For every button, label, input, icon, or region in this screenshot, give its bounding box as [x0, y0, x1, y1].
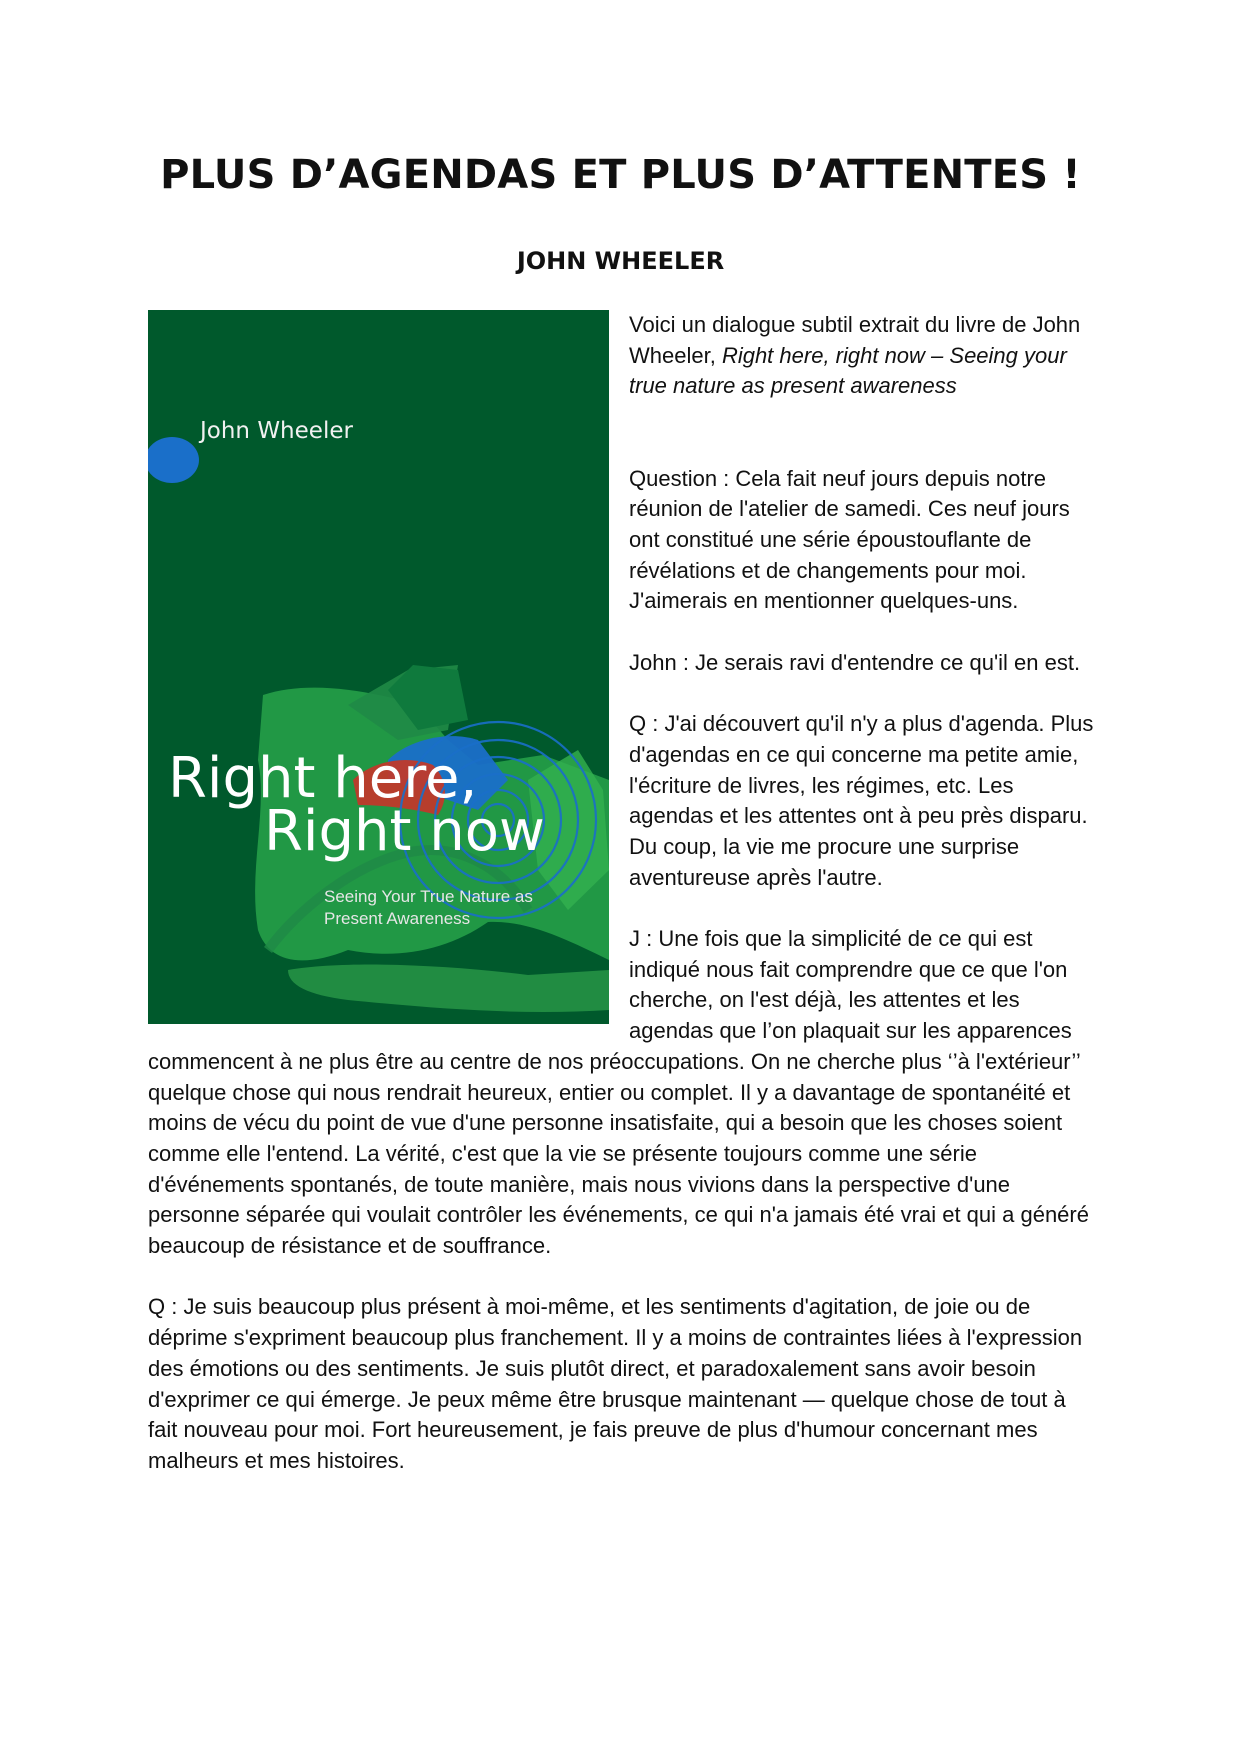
cover-subtitle-line1: Seeing Your True Nature as: [324, 887, 533, 906]
author-name: JOHN WHEELER: [516, 247, 725, 275]
cover-title-line2: Right now: [264, 799, 545, 864]
dialogue-paragraph: Question : Cela fait neuf jours depuis notre réunion de l'atelier de samedi. Ces neuf jours ont constitué une série époustouflante de révélations et de changements pour moi. J'aimerais en mentionner quelques-uns.: [629, 465, 1070, 614]
article-body: [148, 310, 1094, 1507]
dialogue-paragraph: Q : Je suis beaucoup plus présent à moi-même, et les sentiments d'agitation, de joie ou de déprime s'expriment beaucoup plus franchement. Il y a moins de contraintes liées à l'expression des émotions ou des sentiments. Je suis plutôt direct, et paradoxalement sans avoir besoin d'exprimer ce qui émerge. Je peux même être brusque maintenant — quelque chose de tout à fait nouveau pour moi. Fort heureusement, je fais preuve de plus d'humour concernant mes malheurs et mes histoires.: [148, 1294, 1083, 1473]
intro-text: Voici un dialogue subtil extrait du livre de John Wheeler,: [629, 312, 1081, 368]
cover-title-line1: Right here,: [168, 746, 478, 811]
page-title: PLUS D’AGENDAS ET PLUS D’ATTENTES !: [160, 152, 1081, 198]
cover-author: John Wheeler: [200, 418, 353, 444]
intro-book-title: Right here, right now – Seeing your true nature as present awareness: [629, 342, 1067, 399]
cover-subtitle-line2: Present Awareness: [324, 909, 471, 928]
book-cover-image: [148, 310, 609, 1024]
dialogue-paragraph: Q : J'ai découvert qu'il n'y a plus d'agenda. Plus d'agendas en ce qui concerne ma petite amie, l'écriture de livres, les régimes, etc. Les agendas et les attentes ont à peu près disparu. Du coup, la vie me procure une surprise aventureuse après l'autre.: [629, 711, 1094, 890]
dialogue-paragraph: John : Je serais ravi d'entendre ce qu'il en est.: [629, 649, 1081, 675]
dialogue-paragraph: J : Une fois que la simplicité de ce qui est indiqué nous fait comprendre que ce que l'on cherche, on l'est déjà, les attentes et les agendas que l’on plaquait sur les apparences commencent à ne plus être au centre de nos préoccupations. On ne cherche plus ‘’à l'extérieur’’ quelque chose qui nous rendrait heureux, entier ou complet. Il y a davantage de spontanéité et moins de vécu du point de vue d'une personne insatisfaite, qui a besoin que les choses soient comme elle l'entend. La vérité, c'est que la vie se présente toujours comme une série d'événements spontanés, de toute manière, mais nous vivions dans la perspective d'une personne séparée qui voulait contrôler les événements, ce qui n'a jamais été vrai et qui a généré beaucoup de résistance et de souffrance.: [148, 926, 1089, 1259]
